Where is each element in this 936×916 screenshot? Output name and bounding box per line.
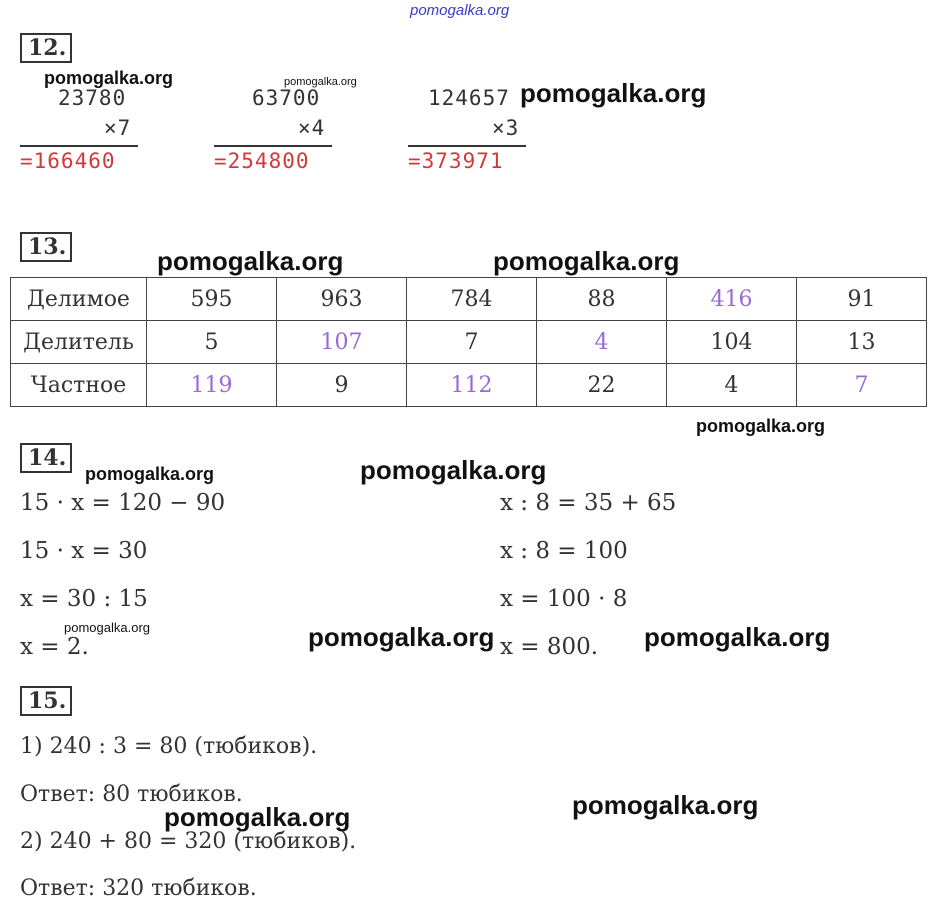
watermark: pomogalka.org xyxy=(493,246,680,276)
table-cell: 4 xyxy=(667,364,797,407)
watermark: pomogalka.org xyxy=(308,622,495,652)
multiplier: ×4 xyxy=(298,116,326,140)
table-cell: 88 xyxy=(537,278,667,321)
task-13-number: 13. xyxy=(20,232,72,262)
equation-line: x : 8 = 35 + 65 xyxy=(500,490,677,516)
table-cell: 9 xyxy=(277,364,407,407)
watermark: pomogalka.org xyxy=(85,464,215,484)
table-cell: 104 xyxy=(667,321,797,364)
watermark: pomogalka.org xyxy=(164,802,351,832)
solution-line: 1) 240 : 3 = 80 (тюбиков). xyxy=(20,734,318,759)
multiplicand: 124657 xyxy=(428,86,510,110)
watermark: pomogalka.org xyxy=(284,76,357,88)
watermark: pomogalka.org xyxy=(64,620,150,635)
multiplicand: 23780 xyxy=(58,86,127,110)
task-14-number: 14. xyxy=(20,443,72,473)
product-result: =254800 xyxy=(214,149,310,173)
task-15-number: 15. xyxy=(20,686,72,716)
divider-line xyxy=(20,145,138,147)
equation-line: x = 800. xyxy=(500,634,599,660)
equation-line: x = 2. xyxy=(20,634,89,660)
solution-line: 2) 240 + 80 = 320 (тюбиков). xyxy=(20,829,357,854)
watermark: pomogalka.org xyxy=(360,455,547,485)
row-label: Делимое xyxy=(11,278,147,321)
table-cell-answer: 416 xyxy=(667,278,797,321)
table-row-divisor xyxy=(11,321,927,364)
watermark: pomogalka.org xyxy=(572,790,759,820)
equation-line: x = 30 : 15 xyxy=(20,586,148,612)
equation-line: x = 100 · 8 xyxy=(500,586,628,612)
table-cell-answer: 119 xyxy=(147,364,277,407)
product-result: =373971 xyxy=(408,149,504,173)
watermark-top: pomogalka.org xyxy=(410,2,510,19)
table-cell: 13 xyxy=(797,321,927,364)
divider-line xyxy=(408,145,526,147)
table-cell: 91 xyxy=(797,278,927,321)
table-cell-answer: 112 xyxy=(407,364,537,407)
watermark: pomogalka.org xyxy=(520,78,707,108)
answer-line: Ответ: 320 тюбиков. xyxy=(20,876,257,901)
equation-line: 15 · x = 120 − 90 xyxy=(20,490,226,516)
equation-line: 15 · x = 30 xyxy=(20,538,148,564)
multiplier: ×3 xyxy=(492,116,520,140)
multiplier: ×7 xyxy=(104,116,132,140)
watermark: pomogalka.org xyxy=(644,622,831,652)
table-row-dividend xyxy=(11,278,927,321)
table-cell: 22 xyxy=(537,364,667,407)
table-cell: 784 xyxy=(407,278,537,321)
table-cell-answer: 107 xyxy=(277,321,407,364)
row-label: Делитель xyxy=(11,321,147,364)
watermark: pomogalka.org xyxy=(44,68,174,88)
table-cell: 963 xyxy=(277,278,407,321)
table-cell-answer: 4 xyxy=(537,321,667,364)
divider-line xyxy=(214,145,332,147)
table-row-quotient xyxy=(11,364,927,407)
table-cell-answer: 7 xyxy=(797,364,927,407)
task-12-number: 12. xyxy=(20,33,72,63)
equation-line: x : 8 = 100 xyxy=(500,538,628,564)
row-label: Частное xyxy=(11,364,147,407)
division-table xyxy=(10,277,927,407)
table-cell: 595 xyxy=(147,278,277,321)
multiplicand: 63700 xyxy=(252,86,321,110)
watermark: pomogalka.org xyxy=(157,246,344,276)
product-result: =166460 xyxy=(20,149,116,173)
table-cell: 7 xyxy=(407,321,537,364)
answer-line: Ответ: 80 тюбиков. xyxy=(20,782,243,807)
table-cell: 5 xyxy=(147,321,277,364)
watermark: pomogalka.org xyxy=(696,416,826,436)
